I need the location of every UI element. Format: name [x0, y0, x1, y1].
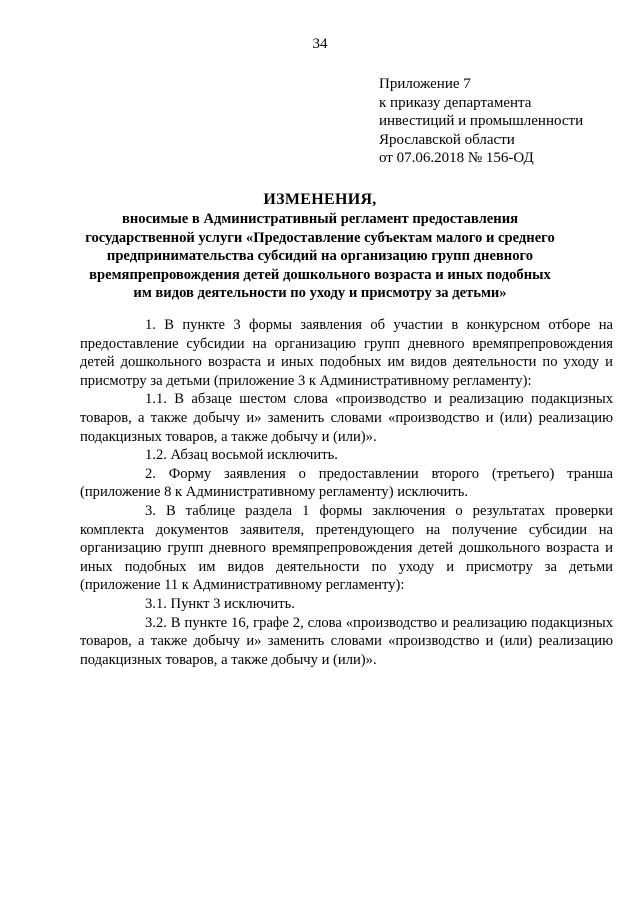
document-body — [80, 316, 613, 669]
subtitle-line: государственной услуги «Предоставление субъектам малого и среднего — [85, 229, 555, 246]
paragraph-1-2: 1.2. Абзац восьмой исключить. — [145, 447, 338, 464]
title-subtitle — [80, 210, 560, 303]
subtitle-line: предпринимательства субсидий на организацию групп дневного — [106, 248, 534, 264]
paragraph-3: 3. В таблице раздела 1 формы заключения о результатах проверки комплекта документов заявителя, претендующего на получение субсидии на организацию групп дневного времяпрепровождения детей дошкольного возраста и иных подобных им видов деятельности по уходу и присмотру за детьми (приложение 11 к Административному регламенту): — [80, 502, 613, 594]
paragraph-1: 1. В пункте 3 формы заявления об участии в конкурсном отборе на предоставление субсидии на организацию групп дневного времяпрепровождения детей дошкольного возраста и иных подобных им видов деятельности по уходу и присмотру за детьми (приложение 3 к Административному регламенту): — [80, 317, 613, 389]
page-number: 34 — [312, 36, 328, 52]
title-main: ИЗМЕНЕНИЯ, — [263, 191, 377, 208]
appendix-line: Приложение 7 — [379, 76, 471, 92]
appendix-line: от 07.06.2018 № 156-ОД — [379, 150, 534, 166]
document-title — [80, 190, 560, 303]
paragraph-1-1: 1.1. В абзаце шестом слова «производство и реализацию подакцизных товаров, а также добычу и» заменить словами «производство и (или) реализацию подакцизных товаров, а также добычу и (или)». — [80, 391, 613, 445]
paragraph-2: 2. Форму заявления о предоставлении второго (третьего) транша (приложение 8 к Административному регламенту) исключить. — [80, 465, 613, 501]
subtitle-line: вносимые в Административный регламент предоставления — [121, 211, 518, 227]
paragraph-3-2: 3.2. В пункте 16, графе 2, слова «производство и реализацию подакцизных товаров, а также добычу и» заменить словами «производство и (или) реализацию подакцизных товаров, а также добычу и (или)». — [80, 614, 613, 668]
appendix-line: Ярославской области — [379, 131, 515, 148]
subtitle-line: времяпрепровождения детей дошкольного возраста и иных подобных — [89, 266, 551, 283]
appendix-line: инвестиций и промышленности — [379, 113, 584, 129]
appendix-line: к приказу департамента — [379, 94, 532, 111]
appendix-reference — [379, 75, 583, 168]
subtitle-line: им видов деятельности по уходу и присмотру за детьми» — [133, 285, 507, 301]
paragraph-3-1: 3.1. Пункт 3 исключить. — [145, 595, 295, 612]
